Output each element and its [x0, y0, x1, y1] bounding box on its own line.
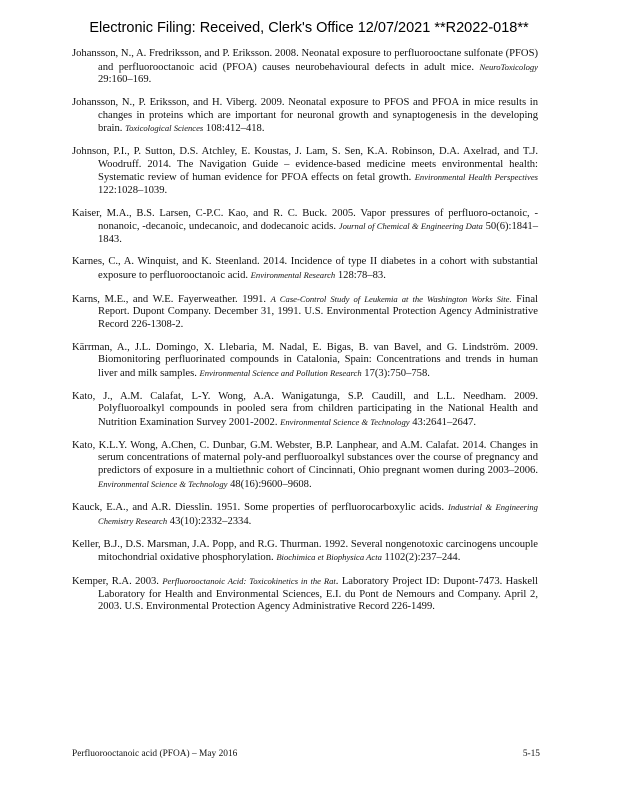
journal-title: Industrial & Engineering Chemistry Research [98, 502, 538, 526]
reference-entry: Johansson, N., A. Fredriksson, and P. Eriksson. 2008. Neonatal exposure to perfluorooctane sulfonate (PFOS) and perfluorooctanoic acid (PFOA) causes neurobehavioural defects in adult mice. NeuroToxicology 29:160–169. [72, 48, 538, 86]
journal-title: Environmental Research [250, 270, 336, 281]
reference-entry: Keller, B.J., D.S. Marsman, J.A. Popp, and R.G. Thurman. 1992. Several nongenotoxic carcinogens uncouple mitochondrial oxidative phosphorylation. Biochimica et Biophysica Acta 1102(2):237–244. [72, 538, 538, 564]
reference-entry: Kato, K.L.Y. Wong, A.Chen, C. Dunbar, G.M. Webster, B.P. Lanphear, and A.M. Calafat. 2014. Changes in serum concentrations of maternal poly-and perfluoroalkyl substances over the course of pregnancy and predictors of exposure in a multiethnic cohort of Cincinnati, Ohio pregnant women during 2003–2006. Environmental Science & Technology 48(16):9600–9608. [72, 439, 538, 490]
reference-entry: Johansson, N., P. Eriksson, and H. Viberg. 2009. Neonatal exposure to PFOS and PFOA in mice results in changes in proteins which are important for neuronal growth and synaptogenesis in the developing brain. Toxicological Sciences 108:412–418. [72, 96, 538, 135]
report-title: Perfluorooctanoic Acid: Toxicokinetics in the Rat [162, 576, 336, 587]
journal-title: Environmental Science & Technology [280, 416, 410, 427]
journal-title: NeuroToxicology [479, 61, 538, 72]
filing-header: Electronic Filing: Received, Clerk's Office 12/07/2021 **R2022-018** [89, 20, 529, 36]
journal-title: Biochimica et Biophysica Acta [276, 552, 382, 563]
report-title: A Case-Control Study of Leukemia at the Washington Works Site. [270, 293, 512, 304]
reference-entry: Kato, J., A.M. Calafat, L-Y. Wong, A.A. Wanigatunga, S.P. Caudill, and L.L. Needham. 2009. Polyfluoroalkyl compounds in pooled sera from children participating in the National Health and Nutrition Examination Survey 2001-2002. Environmental Science & Technology 43:2641–2647. [72, 390, 538, 428]
reference-entry: Karnes, C., A. Winquist, and K. Steenland. 2014. Incidence of type II diabetes in a cohort with substantial exposure to perfluorooctanoic acid. Environmental Research 128:78–83. [72, 256, 538, 282]
reference-entry: Karns, M.E., and W.E. Fayerweather. 1991. A Case-Control Study of Leukemia at the Washington Works Site. Final Report. Dupont Company. December 31, 1991. U.S. Environmental Protection Agency Administrative Record 226-1308-2. [72, 293, 538, 331]
journal-title: Journal of Chemical & Engineering Data [338, 221, 483, 232]
journal-title: Environmental Health Perspectives [414, 172, 539, 183]
reference-list [72, 48, 538, 624]
reference-entry: Kärrman, A., J.L. Domingo, X. Llebaria, M. Nadal, E. Bigas, B. van Bavel, and G. Lindström. 2009. Biomonitoring perfluorinated compounds in Catalonia, Spain: Concentrations and trends in human liver and milk samples. Environmental Science and Pollution Research 17(3):750–758. [72, 341, 538, 379]
reference-entry: Kaiser, M.A., B.S. Larsen, C-P.C. Kao, and R. C. Buck. 2005. Vapor pressures of perfluoro-octanoic, -nonanoic, -decanoic, undecanoic, and dodecanoic acids. Journal of Chemical & Engineering Data 50(6):1841–1843. [72, 207, 538, 245]
reference-entry: Johnson, P.I., P. Sutton, D.S. Atchley, E. Koustas, J. Lam, S. Sen, K.A. Robinson, D.A. Axelrad, and T.J. Woodruff. 2014. The Navigation Guide – evidence-based medicine meets environmental health: Systematic review of human evidence for PFOA effects on fetal growth. Environmental Health Perspectives 122:1028–1039. [72, 145, 539, 196]
reference-entry: Kauck, E.A., and A.R. Diesslin. 1951. Some properties of perfluorocarboxylic acids. Industrial & Engineering Chemistry Research 43(10):2332–2334. [72, 502, 538, 527]
footer-document-title: Perfluorooctanoic acid (PFOA) – May 2016 [72, 749, 238, 759]
journal-title: Environmental Science and Pollution Research [199, 368, 362, 378]
journal-title: Toxicological Sciences [125, 123, 204, 134]
reference-entry: Kemper, R.A. 2003. Perfluorooctanoic Acid: Toxicokinetics in the Rat. Laboratory Project ID: Dupont-7473. Haskell Laboratory for Health and Environmental Sciences, E.I. du Pont de Nemours and Company. April 2, 2003. U.S. Environmental Protection Agency Administrative Record 226-1499. [72, 576, 539, 613]
page-number: 5-15 [522, 749, 540, 759]
journal-title: Environmental Science & Technology [98, 478, 228, 489]
